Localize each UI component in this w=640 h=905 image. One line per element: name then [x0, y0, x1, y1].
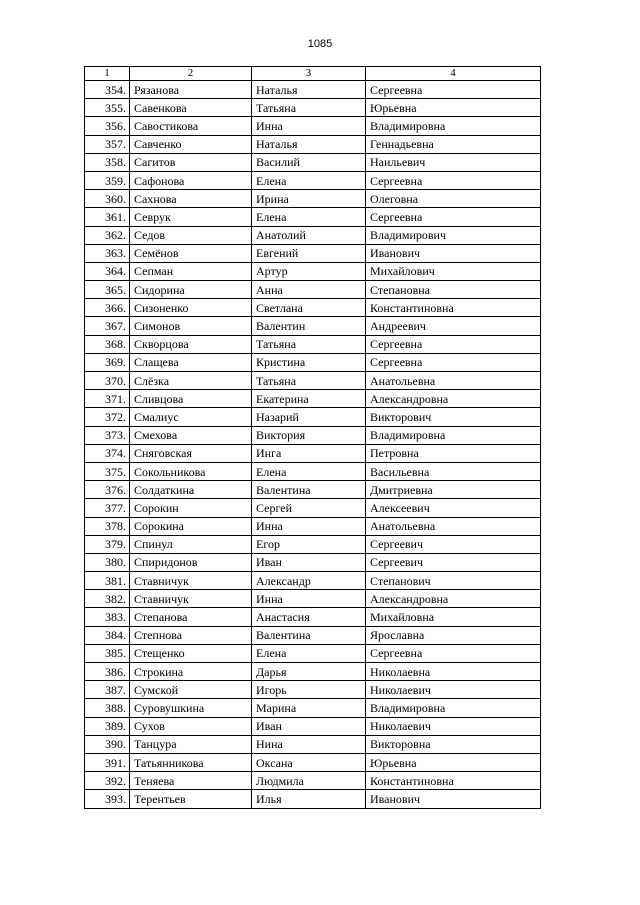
surname-cell: Сизоненко — [130, 299, 252, 317]
row-number-cell: 370. — [85, 372, 130, 390]
patronymic-cell: Юрьевна — [366, 99, 541, 117]
surname-cell: Сахнова — [130, 190, 252, 208]
row-number-cell: 389. — [85, 717, 130, 735]
first-name-cell: Артур — [252, 262, 366, 280]
table-row — [85, 717, 541, 735]
table-row — [85, 499, 541, 517]
first-name-cell: Илья — [252, 790, 366, 808]
patronymic-cell: Сергеевна — [366, 353, 541, 371]
surname-cell: Степанова — [130, 608, 252, 626]
row-number-cell: 374. — [85, 444, 130, 462]
first-name-cell: Анастасия — [252, 608, 366, 626]
first-name-cell: Людмила — [252, 772, 366, 790]
surname-cell: Сепман — [130, 262, 252, 280]
first-name-cell: Елена — [252, 644, 366, 662]
patronymic-cell: Степанович — [366, 572, 541, 590]
row-number-cell: 366. — [85, 299, 130, 317]
patronymic-cell: Викторович — [366, 408, 541, 426]
first-name-cell: Марина — [252, 699, 366, 717]
surname-cell: Спиридонов — [130, 553, 252, 571]
patronymic-cell: Михайловна — [366, 608, 541, 626]
surname-cell: Сагитов — [130, 153, 252, 171]
table-row — [85, 353, 541, 371]
table-row — [85, 299, 541, 317]
patronymic-cell: Васильевна — [366, 462, 541, 480]
surname-cell: Скворцова — [130, 335, 252, 353]
surname-cell: Стещенко — [130, 644, 252, 662]
surname-cell: Солдаткина — [130, 481, 252, 499]
patronymic-cell: Сергеевна — [366, 208, 541, 226]
table-row — [85, 171, 541, 189]
first-name-cell: Инга — [252, 444, 366, 462]
surname-cell: Савченко — [130, 135, 252, 153]
first-name-cell: Нина — [252, 735, 366, 753]
row-number-cell: 357. — [85, 135, 130, 153]
row-number-cell: 387. — [85, 681, 130, 699]
patronymic-cell: Александровна — [366, 390, 541, 408]
patronymic-cell: Михайлович — [366, 262, 541, 280]
table-row — [85, 262, 541, 280]
table-row — [85, 244, 541, 262]
table-row — [85, 735, 541, 753]
table-row — [85, 135, 541, 153]
row-number-cell: 384. — [85, 626, 130, 644]
row-number-cell: 382. — [85, 590, 130, 608]
table-row — [85, 663, 541, 681]
patronymic-cell: Викторовна — [366, 735, 541, 753]
surname-cell: Спинул — [130, 535, 252, 553]
header-col-patronymic: 4 — [366, 67, 541, 81]
first-name-cell: Александр — [252, 572, 366, 590]
row-number-cell: 375. — [85, 462, 130, 480]
surname-cell: Сняговская — [130, 444, 252, 462]
row-number-cell: 358. — [85, 153, 130, 171]
row-number-cell: 383. — [85, 608, 130, 626]
first-name-cell: Назарий — [252, 408, 366, 426]
row-number-cell: 365. — [85, 281, 130, 299]
first-name-cell: Дарья — [252, 663, 366, 681]
row-number-cell: 378. — [85, 517, 130, 535]
patronymic-cell: Иванович — [366, 790, 541, 808]
first-name-cell: Виктория — [252, 426, 366, 444]
surname-cell: Седов — [130, 226, 252, 244]
first-name-cell: Валентин — [252, 317, 366, 335]
row-number-cell: 388. — [85, 699, 130, 717]
table-row — [85, 790, 541, 808]
row-number-cell: 354. — [85, 81, 130, 99]
table-row — [85, 117, 541, 135]
surname-cell: Татьянникова — [130, 753, 252, 771]
patronymic-cell: Андреевич — [366, 317, 541, 335]
table-row — [85, 553, 541, 571]
first-name-cell: Наталья — [252, 81, 366, 99]
table-row — [85, 590, 541, 608]
table-row — [85, 481, 541, 499]
row-number-cell: 380. — [85, 553, 130, 571]
row-number-cell: 355. — [85, 99, 130, 117]
table-row — [85, 281, 541, 299]
row-number-cell: 392. — [85, 772, 130, 790]
first-name-cell: Анатолий — [252, 226, 366, 244]
first-name-cell: Татьяна — [252, 335, 366, 353]
surname-cell: Савостикова — [130, 117, 252, 135]
table-row — [85, 444, 541, 462]
surname-cell: Рязанова — [130, 81, 252, 99]
patronymic-cell: Владимировна — [366, 699, 541, 717]
table-row — [85, 626, 541, 644]
patronymic-cell: Владимировна — [366, 117, 541, 135]
first-name-cell: Инна — [252, 117, 366, 135]
surname-cell: Смалиус — [130, 408, 252, 426]
surname-cell: Семёнов — [130, 244, 252, 262]
row-number-cell: 371. — [85, 390, 130, 408]
surname-cell: Сафонова — [130, 171, 252, 189]
surname-cell: Строкина — [130, 663, 252, 681]
row-number-cell: 376. — [85, 481, 130, 499]
first-name-cell: Светлана — [252, 299, 366, 317]
first-name-cell: Валентина — [252, 481, 366, 499]
row-number-cell: 390. — [85, 735, 130, 753]
table-row — [85, 753, 541, 771]
table-body — [85, 81, 541, 809]
patronymic-cell: Владимировна — [366, 426, 541, 444]
table-row — [85, 426, 541, 444]
table-row — [85, 208, 541, 226]
row-number-cell: 385. — [85, 644, 130, 662]
first-name-cell: Елена — [252, 462, 366, 480]
table-row — [85, 226, 541, 244]
first-name-cell: Елена — [252, 171, 366, 189]
patronymic-cell: Константиновна — [366, 299, 541, 317]
patronymic-cell: Анатольевна — [366, 517, 541, 535]
surname-cell: Сорокина — [130, 517, 252, 535]
surname-cell: Терентьев — [130, 790, 252, 808]
table-row — [85, 608, 541, 626]
patronymic-cell: Анатольевна — [366, 372, 541, 390]
row-number-cell: 364. — [85, 262, 130, 280]
row-number-cell: 377. — [85, 499, 130, 517]
surname-cell: Сумской — [130, 681, 252, 699]
table-row — [85, 99, 541, 117]
row-number-cell: 360. — [85, 190, 130, 208]
patronymic-cell: Сергеевич — [366, 553, 541, 571]
surname-cell: Смехова — [130, 426, 252, 444]
row-number-cell: 381. — [85, 572, 130, 590]
first-name-cell: Ирина — [252, 190, 366, 208]
patronymic-cell: Сергеевич — [366, 535, 541, 553]
header-col-number: 1 — [85, 67, 130, 81]
page-number: 1085 — [307, 38, 333, 50]
surname-cell: Сокольникова — [130, 462, 252, 480]
first-name-cell: Анна — [252, 281, 366, 299]
patronymic-cell: Сергеевна — [366, 171, 541, 189]
header-col-surname: 2 — [130, 67, 252, 81]
first-name-cell: Иван — [252, 553, 366, 571]
first-name-cell: Евгений — [252, 244, 366, 262]
patronymic-cell: Олеговна — [366, 190, 541, 208]
table-row — [85, 190, 541, 208]
first-name-cell: Валентина — [252, 626, 366, 644]
surname-cell: Сливцова — [130, 390, 252, 408]
patronymic-cell: Юрьевна — [366, 753, 541, 771]
first-name-cell: Инна — [252, 517, 366, 535]
first-name-cell: Игорь — [252, 681, 366, 699]
header-row — [85, 67, 541, 81]
table-row — [85, 644, 541, 662]
row-number-cell: 361. — [85, 208, 130, 226]
patronymic-cell: Сергеевна — [366, 644, 541, 662]
patronymic-cell: Николаевич — [366, 681, 541, 699]
table-row — [85, 535, 541, 553]
surname-cell: Слащева — [130, 353, 252, 371]
surname-cell: Суровушкина — [130, 699, 252, 717]
patronymic-cell: Степановна — [366, 281, 541, 299]
first-name-cell: Екатерина — [252, 390, 366, 408]
name-table — [84, 66, 541, 809]
patronymic-cell: Геннадьевна — [366, 135, 541, 153]
patronymic-cell: Алексеевич — [366, 499, 541, 517]
first-name-cell: Татьяна — [252, 372, 366, 390]
table-row — [85, 81, 541, 99]
patronymic-cell: Константиновна — [366, 772, 541, 790]
patronymic-cell: Дмитриевна — [366, 481, 541, 499]
table-row — [85, 517, 541, 535]
table-row — [85, 408, 541, 426]
row-number-cell: 373. — [85, 426, 130, 444]
table-row — [85, 462, 541, 480]
first-name-cell: Татьяна — [252, 99, 366, 117]
patronymic-cell: Николаевич — [366, 717, 541, 735]
table-row — [85, 153, 541, 171]
row-number-cell: 379. — [85, 535, 130, 553]
surname-cell: Ставничук — [130, 590, 252, 608]
patronymic-cell: Ярославна — [366, 626, 541, 644]
row-number-cell: 393. — [85, 790, 130, 808]
table-row — [85, 681, 541, 699]
first-name-cell: Наталья — [252, 135, 366, 153]
patronymic-cell: Николаевна — [366, 663, 541, 681]
first-name-cell: Егор — [252, 535, 366, 553]
surname-cell: Симонов — [130, 317, 252, 335]
patronymic-cell: Петровна — [366, 444, 541, 462]
table-row — [85, 372, 541, 390]
table-row — [85, 772, 541, 790]
row-number-cell: 391. — [85, 753, 130, 771]
patronymic-cell: Владимирович — [366, 226, 541, 244]
table-row — [85, 317, 541, 335]
row-number-cell: 368. — [85, 335, 130, 353]
surname-cell: Слёзка — [130, 372, 252, 390]
surname-cell: Степнова — [130, 626, 252, 644]
first-name-cell: Елена — [252, 208, 366, 226]
surname-cell: Танцура — [130, 735, 252, 753]
row-number-cell: 362. — [85, 226, 130, 244]
row-number-cell: 359. — [85, 171, 130, 189]
patronymic-cell: Иванович — [366, 244, 541, 262]
surname-cell: Савенкова — [130, 99, 252, 117]
first-name-cell: Иван — [252, 717, 366, 735]
surname-cell: Теняева — [130, 772, 252, 790]
first-name-cell: Кристина — [252, 353, 366, 371]
surname-cell: Севрук — [130, 208, 252, 226]
row-number-cell: 369. — [85, 353, 130, 371]
table-header — [85, 67, 541, 81]
table-row — [85, 390, 541, 408]
patronymic-cell: Наильевич — [366, 153, 541, 171]
patronymic-cell: Сергеевна — [366, 335, 541, 353]
row-number-cell: 363. — [85, 244, 130, 262]
surname-cell: Сорокин — [130, 499, 252, 517]
row-number-cell: 372. — [85, 408, 130, 426]
first-name-cell: Василий — [252, 153, 366, 171]
row-number-cell: 367. — [85, 317, 130, 335]
surname-cell: Ставничук — [130, 572, 252, 590]
patronymic-cell: Александровна — [366, 590, 541, 608]
first-name-cell: Оксана — [252, 753, 366, 771]
first-name-cell: Сергей — [252, 499, 366, 517]
header-col-first-name: 3 — [252, 67, 366, 81]
table-row — [85, 335, 541, 353]
row-number-cell: 356. — [85, 117, 130, 135]
row-number-cell: 386. — [85, 663, 130, 681]
table-row — [85, 572, 541, 590]
table-row — [85, 699, 541, 717]
surname-cell: Сухов — [130, 717, 252, 735]
surname-cell: Сидорина — [130, 281, 252, 299]
first-name-cell: Инна — [252, 590, 366, 608]
patronymic-cell: Сергеевна — [366, 81, 541, 99]
